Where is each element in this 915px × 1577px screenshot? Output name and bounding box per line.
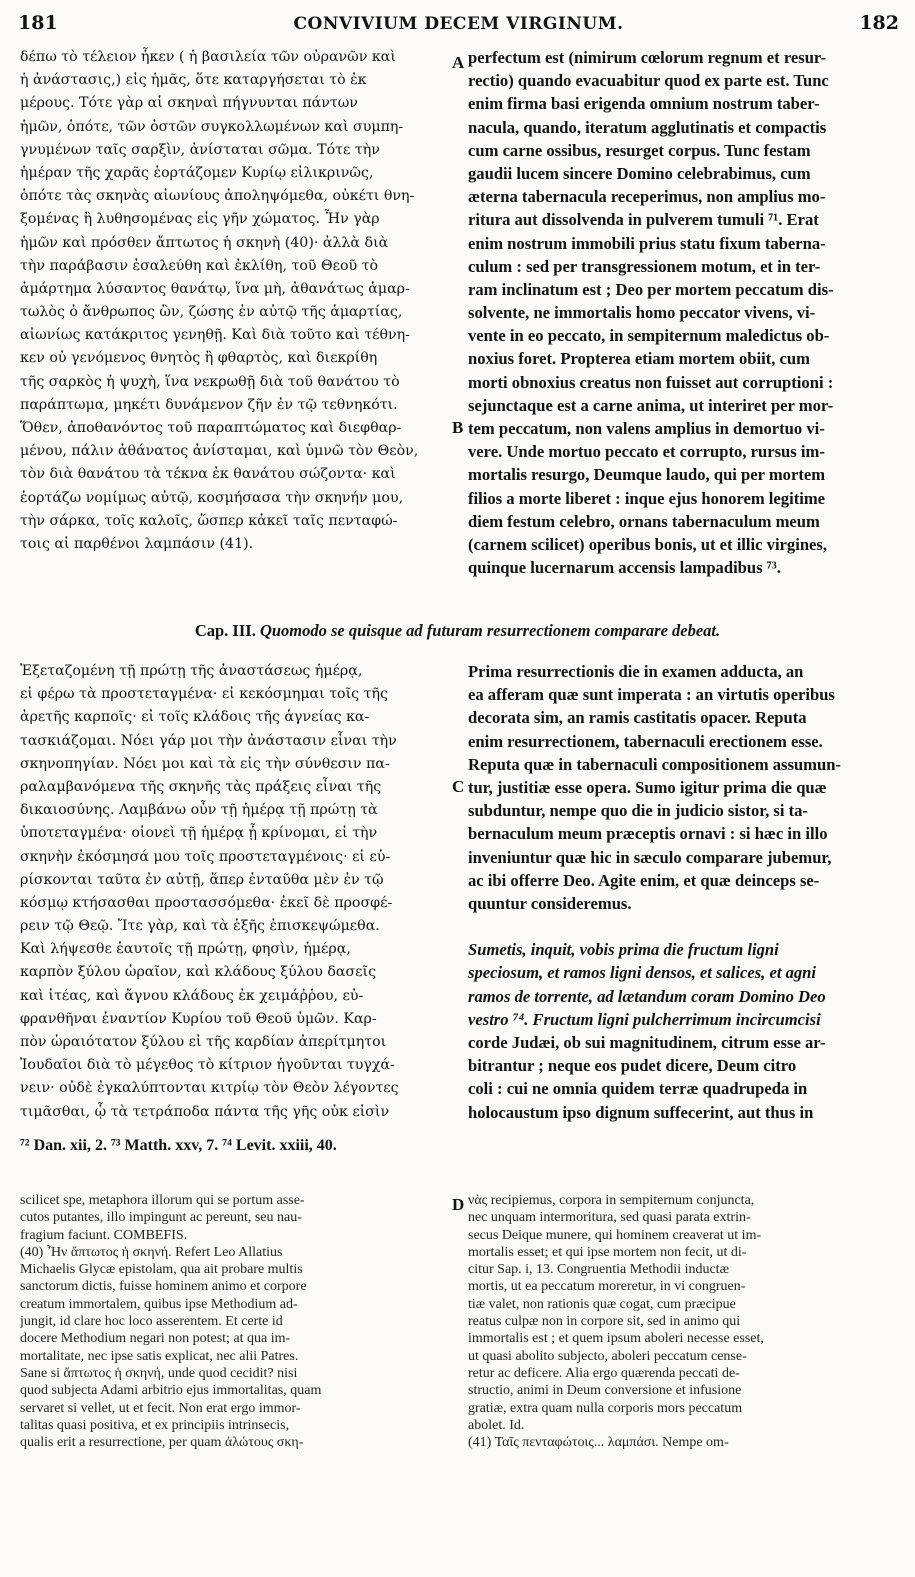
text-line: mortis, ut ea peccatum moreretur, in vi congruen- <box>468 1279 746 1295</box>
text-line: structio, animi in Deum conversione et infusione <box>468 1383 742 1399</box>
text-line: ρίσκονται ταῦτα ἐν αὐτῇ, ἅπερ ἐνταῦθα μὲν ἐν τῷ <box>20 871 384 888</box>
text-line: ραλαμβανόμενα τῆς σκηνῆς τὰς πράξεις εἶναι τῆς <box>20 778 382 795</box>
text-line: (41) Ταῖς πενταφώτοις... λαμπάσι. Nempe om- <box>468 1435 729 1451</box>
text-line: servaret si vellet, ut et fecit. Non erat ergo immor- <box>20 1400 301 1416</box>
notes-right-column <box>468 1192 898 1462</box>
text-line: Prima resurrectionis die in examen adducta, an <box>468 662 804 681</box>
text-line: σκηνὴν ἐκόσμησά μου τοῖς προστεταγμένοις· εἰ εὑ- <box>20 848 391 865</box>
page-number-left: 181 <box>18 12 58 34</box>
text-line: citur Sap. i, 13. Congruentia Methodii inductæ <box>468 1262 729 1278</box>
text-line: Sane si ἄπτωτος ἡ σκηνή, unde quod cecidit? nisi <box>20 1365 298 1381</box>
text-line: culum : sed per transgressionem motum, et in ter- <box>468 256 821 276</box>
text-line: rectio) quando evacuabitur quod ex parte est. Tunc <box>468 71 829 91</box>
text-line: subduntur, nempe quo die in judicio sistor, si ta- <box>468 801 808 821</box>
text-line: speciosum, et ramos ligni densos, et salices, et agni <box>468 963 817 983</box>
text-line: ritura aut dissolvenda in pulverem tumuli ⁷¹. Erat <box>468 210 819 230</box>
middle-latin-column <box>468 660 898 1130</box>
text-line: gaudii lucem sincere Domino celebrabimus, cum <box>468 163 811 183</box>
text-line: corde Judæi, ob sui magnitudinem, citrum esse ar- <box>468 1033 826 1052</box>
text-line: perfectum est (nimirum cœlorum regnum et resur- <box>468 48 827 67</box>
chapter-number: Cap. III. <box>194 621 256 640</box>
text-line: secus Deique munere, qui hominem creaverat ut im- <box>468 1227 762 1243</box>
text-line: ἡ ἀνάστασις,) εἰς ἡμᾶς, ὅτε καταργήσεται τὸ ἐκ <box>20 72 367 89</box>
chapter-title: Quomodo se quisque ad futuram resurrectionem comparare debeat. <box>259 621 721 640</box>
text-line: æterna tabernacula receperimus, non amplius mo- <box>468 187 826 207</box>
text-line: talitas quasi positiva, et ex principiis intrinsecis, <box>20 1417 290 1433</box>
text-line: φρανθῆναι ἐναντίον Κυρίου τοῦ Θεοῦ ὑμῶν. Καρ- <box>20 1010 377 1027</box>
text-line: ὑποτεταγμένα· οἱονεὶ τῇ ἡμέρᾳ ᾗ κρίνομαι, εἰ τὴν <box>20 825 378 842</box>
text-line: κόσμῳ κτήσασθαι προστασσόμεθα· ἐκεῖ δὲ προσφέ- <box>20 894 393 911</box>
text-line: Reputa quæ in tabernaculi compositionem assumun- <box>468 754 841 774</box>
text-line: Ἰουδαῖοι διὰ τὸ μέγεθος τὸ κίτριον ἡγοῦνται τυγχά- <box>20 1057 395 1074</box>
page-number-right: 182 <box>859 12 899 34</box>
text-line: inveniuntur quæ hic in sæculo comparare jubemur, <box>468 847 832 867</box>
text-line <box>468 915 898 938</box>
text-line: εἰ φέρω τὰ προστεταγμένα· εἰ κεκόσμημαι τοῖς τῆς <box>20 686 388 703</box>
text-line: αἰωνίως κατάκριτος γενηθῇ. Καὶ διὰ τοῦτο καὶ τέθνη- <box>20 327 410 344</box>
text-line: reatus culpæ non in corpore sit, sed in animo qui <box>468 1314 741 1330</box>
text-line: sejunctaque est a carne anima, ut interiret per mor- <box>468 395 834 415</box>
text-line: ἑορτάζω νομίμως αὐτῷ, κοσμήσασα τὴν σκηνήν μου, <box>20 489 404 506</box>
margin-marker-a: A <box>452 53 465 72</box>
middle-greek-column <box>20 660 452 1130</box>
text-line: τὸν διὰ θανάτου τὰ τέκνα ἐκ θανάτου σώζοντα· καὶ <box>20 466 396 483</box>
text-line: mortalitate, nec ipse satis explicat, nec alii Patres. <box>20 1348 299 1364</box>
text-line: Ὅθεν, ἀποθανόντος τοῦ παραπτώματος καὶ διεφθαρ- <box>20 420 402 436</box>
top-greek-column <box>20 46 452 606</box>
text-line: vestro ⁷⁴. Fructum ligni pulcherrimum incircumcisi <box>468 1009 821 1029</box>
text-line: filios a morte liberet : inque ejus honorem legitime <box>468 488 826 508</box>
running-title: CONVIVIUM DECEM VIRGINUM. <box>293 14 624 34</box>
text-line: enim resurrectionem, tabernaculi erectionem esse. <box>468 731 823 751</box>
margin-marker-c: C <box>452 777 465 796</box>
text-line: mortalis esset; et qui ipse mortem non fecit, ut di- <box>468 1244 747 1260</box>
text-line: καὶ ἰτέας, καὶ ἄγνου κλάδους ἐκ χειμάῤῥου, εὐ- <box>20 987 364 1004</box>
text-line: Sumetis, inquit, vobis prima die fructum ligni <box>468 940 779 960</box>
text-line: vere. Unde mortuo peccato et corrupto, rursus im- <box>468 442 825 462</box>
text-line: bitrantur ; neque eos pudet dicere, Deum citro <box>468 1056 797 1076</box>
text-line: vente in eo peccato, in sempiternum maledictus ob- <box>468 326 830 346</box>
margin-marker-b: B <box>452 418 464 437</box>
text-line: Καὶ λήψεσθε ἑαυτοῖς τῇ πρώτῃ, φησὶν, ἡμέρᾳ, <box>20 941 351 958</box>
text-line: solvente, ne immortalis homo peccator vivens, vi- <box>468 303 816 323</box>
text-line: τασκιάζομαι. Νόει γάρ μοι τὴν ἀνάστασιν εἶναι τὴν <box>20 732 397 749</box>
text-line: coli : cui ne omnia quidem terræ quadrupeda in <box>468 1079 808 1099</box>
text-line: creatum immortalem, quibus ipse Methodium ad- <box>20 1296 298 1312</box>
text-line: ἡμῶν, ὁπότε, τῶν ὀστῶν συγκολλωμένων καὶ συμπη- <box>20 118 404 135</box>
text-line: δικαιοσύνης. Λαμβάνω οὖν τῇ ἡμέρᾳ τῇ πρώτῃ τὰ <box>20 802 378 819</box>
text-line: ξομένας ἢ λυθησομένας εἰς γῆν χώματος. Ἦν γὰρ <box>20 211 380 228</box>
text-line: τὴν παράβασιν ἐσαλεύθη καὶ ἐκλίθη, τοῦ Θεοῦ τὸ <box>20 257 379 274</box>
text-line: νειν· οὐδὲ ἐγκαλύπτονται κιτρίῳ τὸν Θεὸν λέγοντες <box>20 1080 399 1097</box>
text-line: γνυμένων ταῖς σαρξὶν, ἀνίσταται σῶμα. Τότε τὴν <box>20 141 380 158</box>
text-line: (40) Ἦν ἄπτωτος ἡ σκηνή. Refert Leo Allatius <box>20 1244 283 1260</box>
text-line: nacula, quando, iteratum agglutinatis et compactis <box>468 117 827 137</box>
text-line: τὴν σάρκα, τοῖς καλοῖς, ὥσπερ κἀκεῖ ταῖς πενταφώ- <box>20 512 398 529</box>
text-line: καρπὸν ξύλου ὡραῖον, καὶ κλάδους ξύλου δασεῖς <box>20 964 377 981</box>
chapter-heading <box>0 621 915 641</box>
text-line: νὰς recipiemus, corpora in sempiternum conjuncta, <box>468 1193 755 1208</box>
text-line: morti obnoxius creatus non fuisset aut corruptioni : <box>468 372 834 392</box>
text-line: ἀρετῆς καρποῖς· εἰ τοῖς κλάδοις τῆς ἁγνείας κα- <box>20 709 370 726</box>
text-line: gratiæ, extra quam nulla corporis mors peccatum <box>468 1400 743 1416</box>
text-line: retur ac deficere. Alia ergo quærenda peccati de- <box>468 1365 740 1381</box>
margin-marker-d: D <box>452 1195 465 1214</box>
text-line: πὸν ὡραιότατον ξύλου εἰ τῆς καρδίαν ἀπερίτμητοι <box>20 1034 387 1050</box>
text-line: μένου, πάλιν ἀθάνατος ἀνίσταμαι, καὶ ὑμνῶ τὸν Θεὸν, <box>20 443 419 460</box>
text-line: ἁμάρτημα λύσαντος θανάτῳ, ἵνα μὴ, ἀθανάτως ἁμαρ- <box>20 280 410 297</box>
text-line: ρειν τῷ Θεῷ. Ἴτε γὰρ, καὶ τὰ ἑξῆς ἐπισκεψώμεθα. <box>20 918 380 935</box>
text-line: τῆς σαρκὸς ἡ ψυχὴ, ἵνα νεκρωθῇ διὰ τοῦ θανάτου τὸ <box>20 373 400 390</box>
text-line: τοις αἱ παρθένοι λαμπάσιν (41). <box>20 535 254 552</box>
text-line: enim nostrum immobili prius statu fixum taberna- <box>468 233 826 253</box>
running-header <box>18 12 899 46</box>
text-line: noxius foret. Propterea etiam mortem obiit, cum <box>468 349 810 369</box>
text-line: fragium faciunt. COMBEFIS. <box>20 1227 188 1243</box>
text-line: ea afferam quæ sunt imperata : an virtutis operibus <box>468 685 835 705</box>
text-line: τωλὸς ὁ ἄνθρωπος ὢν, ζώσης ἐν αὐτῷ τῆς ἁμαρτίας, <box>20 304 403 321</box>
text-line: tem peccatum, non valens amplius in demortuo vi- <box>468 419 825 438</box>
text-line: Michaelis Glycæ epistolam, qua ait probare multis <box>20 1262 303 1278</box>
text-line: παράπτωμα, μηκέτι δυνάμενον ζῆν ἐν τῷ τεθνηκότι. <box>20 396 398 413</box>
text-line: ut quasi abolito subjecto, aboleri peccatum cense- <box>468 1348 747 1364</box>
text-line: bernaculum meum præceptis ornavi : si hæc in illo <box>468 824 828 844</box>
text-line: σκηνοπηγίαν. Νόει μοι καὶ τὰ εἰς τὴν σύνθεσιν πα- <box>20 755 390 772</box>
text-line: decorata sim, an ramis castitatis opacer. Reputa <box>468 708 807 728</box>
text-line: scilicet spe, metaphora illorum qui se portum asse- <box>20 1193 305 1208</box>
text-line: ὁπότε τὰς σκηνὰς αἰωνίους ἀποληψόμεθα, οὐκέτι θνη- <box>20 188 415 205</box>
text-line: quuntur consideremus. <box>468 893 632 913</box>
text-line: cutos putantes, illo impingunt ac pereunt, seu nau- <box>20 1210 302 1226</box>
text-line: jungit, id clare hoc loco asserentem. Et certe id <box>20 1314 283 1330</box>
text-line: holocaustum ipso dignum suffecerint, aut thus in <box>468 1102 814 1122</box>
top-latin-column <box>468 46 898 626</box>
text-line: ramos de torrente, ad lætandum coram Domino Deo <box>468 986 826 1006</box>
footnote-references: ⁷² Dan. xii, 2. ⁷³ Matth. xxv, 7. ⁷⁴ Levit. xxiii, 40. <box>20 1137 337 1154</box>
text-line: ac ibi offerre Deo. Agite enim, et quæ deinceps se- <box>468 870 820 890</box>
text-line: Ἐξεταζομένη τῇ πρώτῃ τῆς ἀναστάσεως ἡμέρᾳ, <box>20 663 363 679</box>
text-line: abolet. Id. <box>468 1417 525 1433</box>
text-line: enim firma basi erigenda omnium nostrum taber- <box>468 94 820 114</box>
text-line: tur, justitiæ esse opera. Sumo igitur prima die quæ <box>468 777 827 797</box>
text-line: sanctorum dictis, fuisse hominem animo et corpore <box>20 1279 307 1295</box>
text-line: nec unquam intermoritura, sed quasi parata extrin- <box>468 1210 751 1226</box>
text-line: cum carne ossibus, resurget corpus. Tunc festam <box>468 140 811 160</box>
text-line: (carnem scilicet) operibus bonis, ut et illic virgines, <box>468 534 828 554</box>
text-line: κεν οὐ γενόμενος θνητὸς ἢ φθαρτὸς, καὶ διεκρίθη <box>20 350 378 367</box>
text-line: quinque lucernarum accensis lampadibus ⁷³. <box>468 558 781 578</box>
text-line: mortalis resurgo, Deumque laudo, qui per mortem <box>468 465 826 485</box>
text-line: μέρους. Τότε γὰρ αἱ σκηναὶ πήγνυνται πάντων <box>20 95 358 112</box>
text-line: qualis erit a resurrectione, per quam ἀλώτους σκη- <box>20 1435 304 1451</box>
text-line: quod subjecta Adami arbitrio ejus immortalitas, quam <box>20 1383 322 1399</box>
text-line: tiæ valet, non rationis quæ cogat, cum præcipue <box>468 1296 736 1312</box>
text-line: diem festum celebro, ornans tabernaculum meum <box>468 511 820 531</box>
text-line: ram inclinatum est ; Deo per mortem peccatum dis- <box>468 279 834 299</box>
text-line: ἡμῶν καὶ πρόσθεν ἄπτωτος ἡ σκηνὴ (40)· ἀλλὰ διὰ <box>20 234 389 251</box>
notes-left-column <box>20 1192 446 1462</box>
text-line: docere Methodium negari non potest; at qua im- <box>20 1331 291 1347</box>
text-line: immortalis est ; et quem ipsum aboleri necesse esset, <box>468 1331 764 1347</box>
text-line: τιμᾶσθαι, ᾧ τὰ τετράποδα πάντα τῆς γῆς οὐκ εἰσὶν <box>20 1103 390 1120</box>
text-line: ἡμέραν τῆς χαρᾶς ἑορτάζομεν Κυρίῳ εἰλικρινῶς, <box>20 164 374 181</box>
text-line: δέπω τὸ τέλειον ἧκεν ( ἡ βασιλεία τῶν οὐρανῶν καὶ <box>20 49 396 65</box>
